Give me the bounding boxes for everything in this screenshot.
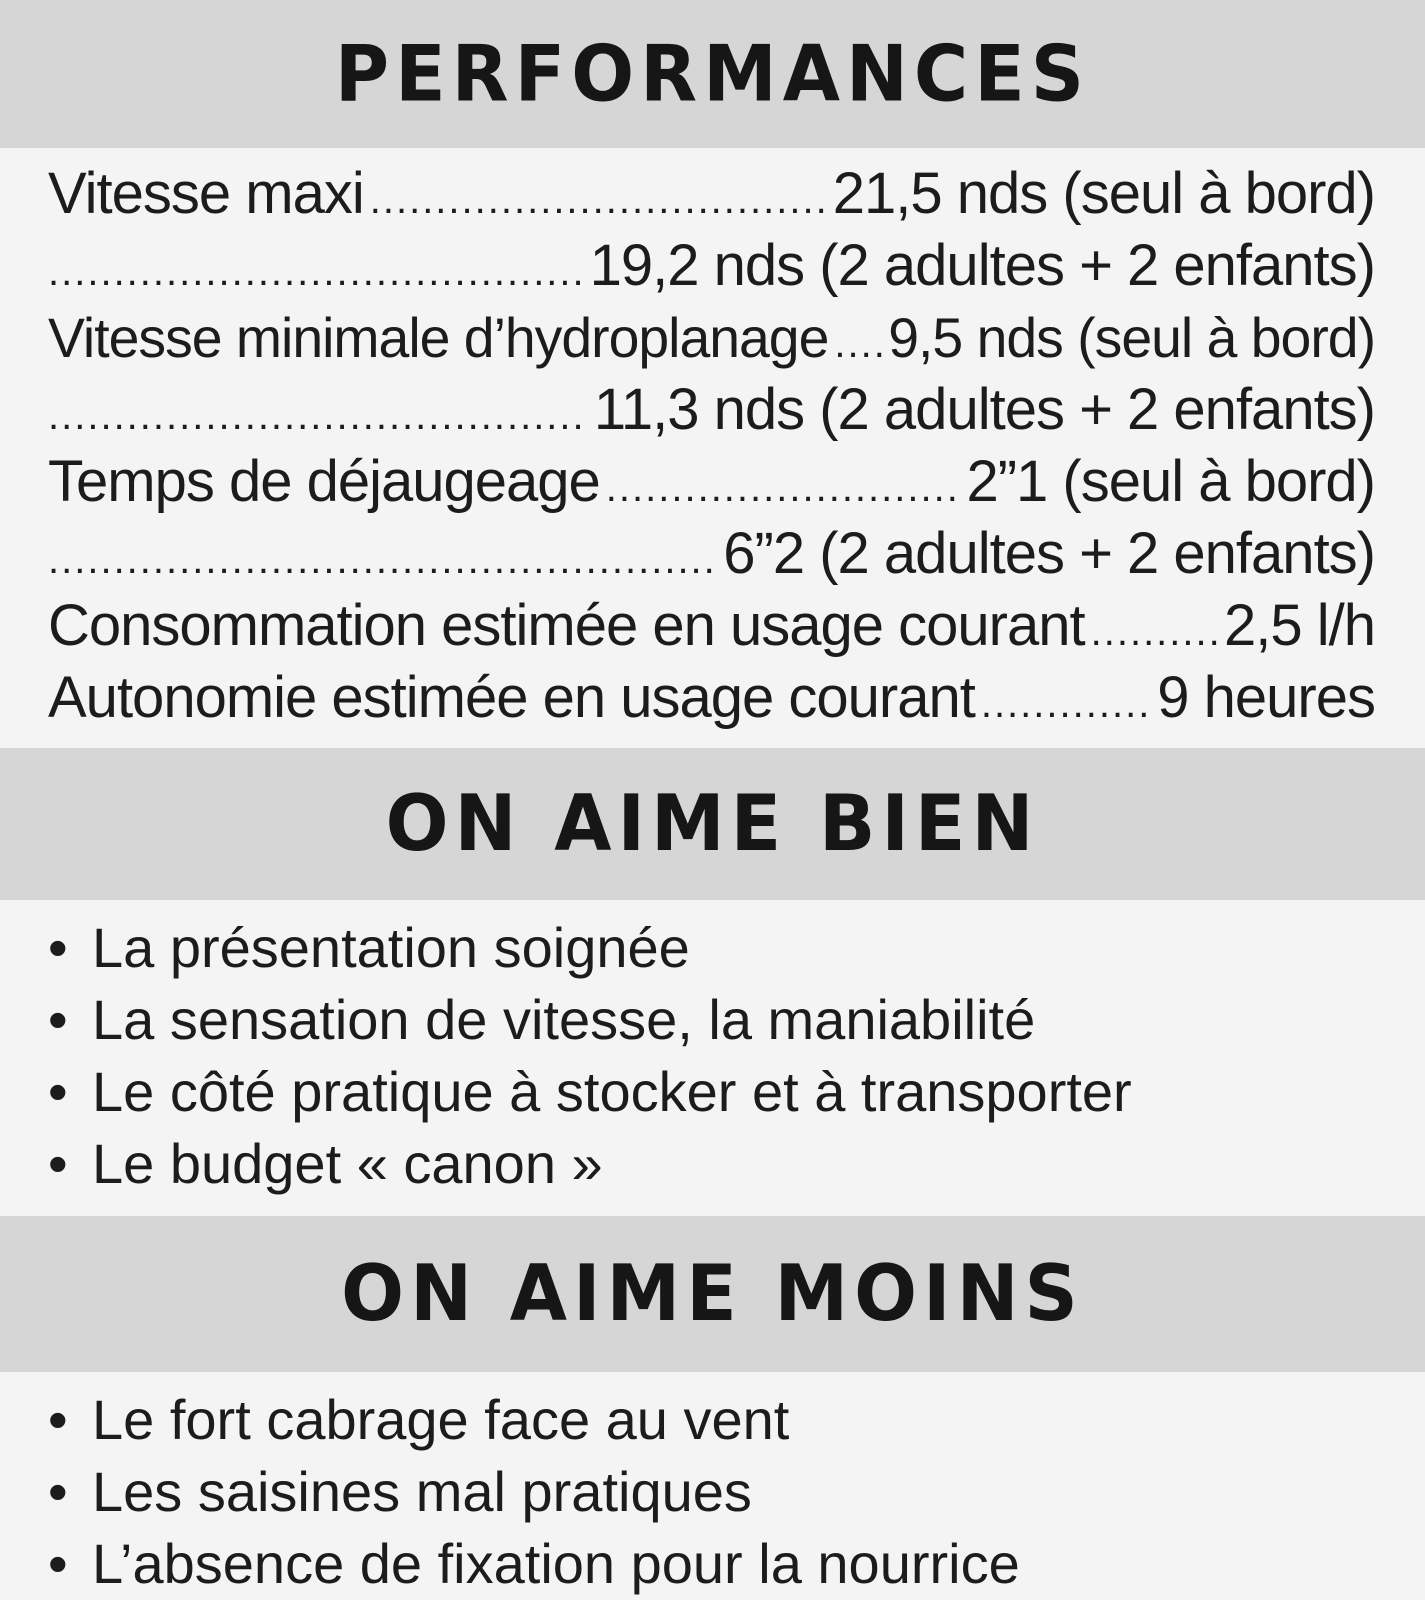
- dot-leader: [48, 524, 717, 596]
- bullet-icon: •: [48, 1460, 68, 1523]
- dot-leader: [48, 236, 584, 308]
- list-item-text: L’absence de fixation pour la nourrice: [92, 1532, 1020, 1595]
- perf-label: Consommation estimée en usage courant: [48, 593, 1085, 658]
- aime-bien-header: [0, 748, 1425, 900]
- bullet-icon: •: [48, 988, 68, 1051]
- aime-moins-title: ON AIME MOINS: [341, 1248, 1084, 1340]
- dot-leader: [606, 452, 961, 524]
- list-item-text: Le fort cabrage face au vent: [92, 1388, 790, 1451]
- performances-table: [0, 148, 1425, 734]
- list-item: [48, 1456, 1377, 1528]
- list-item-text: Le budget « canon »: [92, 1132, 603, 1195]
- perf-row: [48, 590, 1375, 662]
- dot-leader: [834, 308, 882, 380]
- list-item-text: Les saisines mal pratiques: [92, 1460, 752, 1523]
- performances-header: [0, 0, 1425, 148]
- perf-value: 9 heures: [1157, 665, 1375, 730]
- perf-value: 21,5 nds (seul à bord): [832, 161, 1375, 226]
- list-item-text: La présentation soignée: [92, 916, 690, 979]
- perf-row: [48, 662, 1375, 734]
- perf-value: 2”1 (seul à bord): [966, 449, 1375, 514]
- dot-leader: [981, 668, 1151, 740]
- perf-row: [48, 374, 1375, 446]
- list-item: [48, 1528, 1377, 1600]
- perf-row: [48, 158, 1375, 230]
- list-item: [48, 984, 1377, 1056]
- aime-moins-list: [0, 1372, 1425, 1600]
- perf-value: 11,3 nds (2 adultes + 2 enfants): [593, 377, 1375, 442]
- bullet-icon: •: [48, 1060, 68, 1123]
- bullet-icon: •: [48, 916, 68, 979]
- perf-row: [48, 446, 1375, 518]
- perf-label: Vitesse maxi: [48, 161, 364, 226]
- bullet-icon: •: [48, 1132, 68, 1195]
- list-item: [48, 1384, 1377, 1456]
- perf-label: Temps de déjaugeage: [48, 449, 600, 514]
- perf-value: 19,2 nds (2 adultes + 2 enfants): [589, 233, 1375, 298]
- performances-title: PERFORMANCES: [334, 28, 1091, 120]
- perf-row: [48, 302, 1375, 374]
- bullet-icon: •: [48, 1388, 68, 1451]
- perf-value: 9,5 nds (seul à bord): [888, 307, 1375, 369]
- perf-row: [48, 518, 1375, 590]
- perf-label: Autonomie estimée en usage courant: [48, 665, 975, 730]
- list-item-text: La sensation de vitesse, la maniabilité: [92, 988, 1036, 1051]
- perf-value: 2,5 l/h: [1224, 593, 1375, 658]
- bullet-icon: •: [48, 1532, 68, 1595]
- list-item-text: Le côté pratique à stocker et à transporter: [92, 1060, 1132, 1123]
- aime-bien-title: ON AIME BIEN: [385, 778, 1040, 870]
- list-item: [48, 1128, 1377, 1200]
- list-item: [48, 912, 1377, 984]
- aime-moins-header: [0, 1216, 1425, 1372]
- dot-leader: [370, 164, 827, 236]
- perf-row: [48, 230, 1375, 302]
- dot-leader: [48, 380, 588, 452]
- dot-leader: [1091, 596, 1218, 668]
- aime-bien-list: [0, 900, 1425, 1200]
- list-item: [48, 1056, 1377, 1128]
- perf-label: Vitesse minimale d’hydroplanage: [48, 307, 829, 369]
- perf-value: 6”2 (2 adultes + 2 enfants): [723, 521, 1375, 586]
